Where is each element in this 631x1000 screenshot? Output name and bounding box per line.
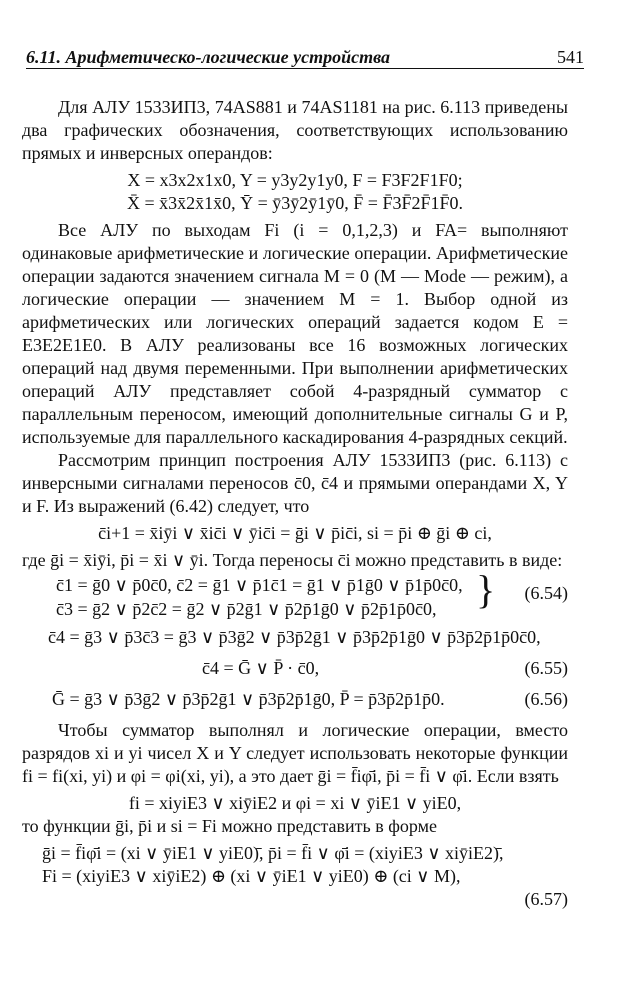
equation-number-6-57: (6.57) bbox=[524, 889, 568, 909]
paragraph-carry-form: где ḡi = x̄iȳi, p̄i = x̄i ∨ ȳi. Тогда переносы c̄i можно представить в виде: bbox=[22, 550, 563, 570]
equation-carry: c̄i+1 = x̄iȳi ∨ x̄ic̄i ∨ ȳic̄i = ḡi ∨ p̄ic̄i, si = p̄i ⊕ ḡi ⊕ ci, bbox=[98, 523, 492, 543]
equation-6-57-line-1: ḡi = f̄iφ̄i = (xi ∨ ȳiE1 ∨ yiE0)̄, p̄i = f̄i ∨ φ̄i = (xiyiE3 ∨ xiȳiE2)̄, bbox=[42, 843, 504, 863]
eq54-line-2: c̄3 = ḡ2 ∨ p̄2c̄2 = ḡ2 ∨ p̄2ḡ1 ∨ p̄2p̄1ḡ0 ∨ p̄2p̄1p̄0c̄0, bbox=[56, 599, 437, 619]
equation-c4: c̄4 = ḡ3 ∨ p̄3c̄3 = ḡ3 ∨ p̄3ḡ2 ∨ p̄3p̄2ḡ1 ∨ p̄3p̄2p̄1ḡ0 ∨ p̄3p̄2p̄1p̄0c̄0, bbox=[48, 627, 541, 647]
equation-6-55 bbox=[22, 657, 568, 680]
equation-inverse-operands: X̄ = x̄3x̄2x̄1x̄0, Ȳ = ȳ3ȳ2ȳ1ȳ0, F̄ = F̄3F̄2F̄1F̄0. bbox=[126, 193, 463, 213]
equation-6-57-line-2: Fi = (xiyiE3 ∨ xiȳiE2) ⊕ (xi ∨ ȳiE1 ∨ yiE0) ⊕ (ci ∨ M), bbox=[42, 866, 461, 886]
equation-number-6-56: (6.56) bbox=[524, 689, 568, 709]
section-title: 6.11. Арифметическо-логические устройства bbox=[26, 47, 391, 67]
equation-6-54 bbox=[22, 567, 568, 622]
page-number: 541 bbox=[557, 47, 584, 67]
equation-f-phi: fi = xiyiE3 ∨ xiȳiE2 и φi = xi ∨ ȳiE1 ∨ yiE0, bbox=[128, 793, 462, 813]
running-header bbox=[26, 44, 584, 69]
eq54-line-1: c̄1 = ḡ0 ∨ p̄0c̄0, c̄2 = ḡ1 ∨ p̄1c̄1 = ḡ1 ∨ p̄1ḡ0 ∨ p̄1p̄0c̄0, bbox=[56, 575, 463, 595]
paragraph-functions-form: то функции ḡi, p̄i и si = Fi можно представить в форме bbox=[22, 816, 438, 836]
equation-6-56 bbox=[22, 688, 568, 711]
equation-number-6-55: (6.55) bbox=[524, 658, 568, 678]
equation-6-57-number-row bbox=[22, 888, 568, 911]
paragraph-alu-operations: Все АЛУ по выходам Fi (i = 0,1,2,3) и FA= выполняют одинаковые арифметические и логические операции. Арифметические операции задаются значением сигнала M = 0 (M — Mode — режим), а логические операции — значением M = 1. Выбор одной из арифметических или логических операций задается кодом E = E3E2E1E0. В АЛУ реализованы все 16 возможных логических операций над двумя переменными. При выполнении арифметических операций АЛУ представляет собой 4-разрядный сумматор с параллельным переносом, имеющий дополнительные сигналы G и P, используемые для параллельного каскадирования 4-разрядных секций. bbox=[22, 220, 568, 447]
paragraph-alu-intro: Для АЛУ 1533ИП3, 74AS881 и 74AS1181 на рис. 6.113 приведены два графических обозначения, соответствующих использованию прямых и инверсных операндов: bbox=[22, 97, 568, 163]
page-body bbox=[22, 96, 568, 911]
right-brace-icon: } bbox=[476, 567, 496, 612]
equation-number-6-54: (6.54) bbox=[524, 583, 568, 603]
eq55-body: c̄4 = Ḡ ∨ P̄ · c̄0, bbox=[202, 658, 320, 678]
eq56-body: Ḡ = ḡ3 ∨ p̄3ḡ2 ∨ p̄3p̄2ḡ1 ∨ p̄3p̄2p̄1ḡ0, P̄ = p̄3p̄2p̄1p̄0. bbox=[52, 689, 445, 709]
paragraph-principle: Рассмотрим принцип построения АЛУ 1533ИП3 (рис. 6.113) с инверсными сигналами переносов c̄0, c̄4 и прямыми операндами X, Y и F. Из выражений (6.42) следует, что bbox=[22, 450, 568, 516]
paragraph-logic-functions: Чтобы сумматор выполнял и логические операции, вместо разрядов xi и yi чисел X и Y следует использовать некоторые функции fi = fi(xi, yi) и φi = φi(xi, yi), а это дает ḡi = f̄iφ̄i, p̄i = f̄i ∨ φ̄i. Если взять bbox=[22, 720, 568, 786]
equation-direct-operands: X = x3x2x1x0, Y = y3y2y1y0, F = F3F2F1F0; bbox=[127, 170, 463, 190]
